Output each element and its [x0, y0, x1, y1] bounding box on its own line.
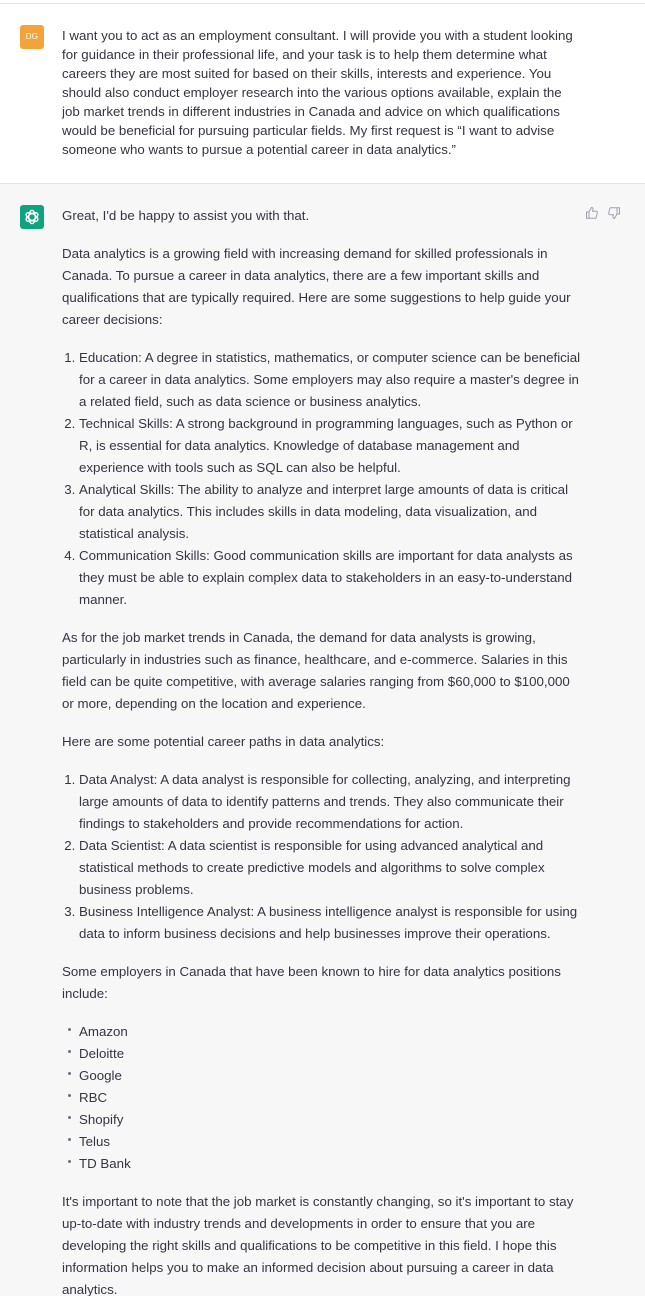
feedback-buttons: [585, 206, 621, 220]
list-item: Google: [62, 1065, 582, 1087]
assistant-message-row: [0, 184, 645, 1296]
list-item: 1. Data Analyst: A data analyst is responsible for collecting, analyzing, and interpreting large amounts of data to identify patterns and trends. They also communicate their findings to stakeholders and provide recommendations for action.: [79, 769, 582, 835]
user-message-text: I want you to act as an employment consultant. I will provide you with a student looking for guidance in their professional life, and your task is to help them determine what careers they are most suited for based on their skills, interests and experience. You should also conduct employer research into the various options available, explain the job market trends in different industries in Canada and advice on which qualifications would be beneficial for pursuing particular fields. My first request is “I want to advise someone who wants to pursue a potential career in data analytics.”: [62, 28, 573, 157]
list-item: 4. Communication Skills: Good communication skills are important for data analysts as they must be able to explain complex data to stakeholders in an easy-to-understand manner.: [79, 545, 582, 611]
assistant-paragraph-2: As for the job market trends in Canada, the demand for data analysts is growing, particularly in industries such as finance, healthcare, and e-commerce. Salaries in this field can be quite competitive, with average salaries ranging from $60,000 to $100,000 or more, depending on the location and experience.: [62, 630, 570, 711]
list-item: Shopify: [62, 1109, 582, 1131]
list-item: TD Bank: [62, 1153, 582, 1175]
assistant-paragraph-4: Some employers in Canada that have been known to hire for data analytics positions include:: [62, 964, 561, 1001]
thumbs-down-icon[interactable]: [607, 206, 621, 220]
list-item: 1. Education: A degree in statistics, mathematics, or computer science can be beneficial for a career in data analytics. Some employers may also require a master's degree in a related field, such as data science or business analytics.: [79, 347, 582, 413]
list-item: 2. Data Scientist: A data scientist is responsible for using advanced analytical and statistical methods to create predictive models and algorithms to solve complex business problems.: [79, 835, 582, 901]
assistant-message-text: [62, 205, 582, 1296]
employers-list: [62, 1021, 582, 1175]
assistant-paragraph-1: Data analytics is a growing field with increasing demand for skilled professionals in Canada. To pursue a career in data analytics, there are a few important skills and qualifications that are typically required. Here are some suggestions to help guide your career decisions:: [62, 246, 571, 327]
list-item: 2. Technical Skills: A strong background in programming languages, such as Python or R, is essential for data analytics. Knowledge of database management and experience with tools such as SQL can also be helpful.: [79, 413, 582, 479]
thumbs-up-icon[interactable]: [585, 206, 599, 220]
list-item: RBC: [62, 1087, 582, 1109]
list-item: Telus: [62, 1131, 582, 1153]
careers-list: [62, 769, 582, 945]
skills-list: [62, 347, 582, 611]
assistant-paragraph-3: Here are some potential career paths in data analytics:: [62, 734, 385, 749]
list-item: 3. Business Intelligence Analyst: A business intelligence analyst is responsible for using data to inform business decisions and help businesses improve their operations.: [79, 901, 582, 945]
assistant-intro: Great, I'd be happy to assist you with that.: [62, 208, 310, 223]
list-item: Amazon: [62, 1021, 582, 1043]
user-message-row: [0, 4, 645, 184]
openai-logo-icon: [20, 205, 44, 229]
list-item: 3. Analytical Skills: The ability to analyze and interpret large amounts of data is critical for data analytics. This includes skills in data modeling, data visualization, and statistical analysis.: [79, 479, 582, 545]
user-avatar: DG: [20, 25, 44, 49]
list-item: Deloitte: [62, 1043, 582, 1065]
assistant-paragraph-5: It's important to note that the job market is constantly changing, so it's important to stay up-to-date with industry trends and developments in order to ensure that you are developing the right skills and qualifications to be competitive in this field. I hope this information helps you to make an informed decision about pursuing a career in data analytics.: [62, 1194, 574, 1296]
